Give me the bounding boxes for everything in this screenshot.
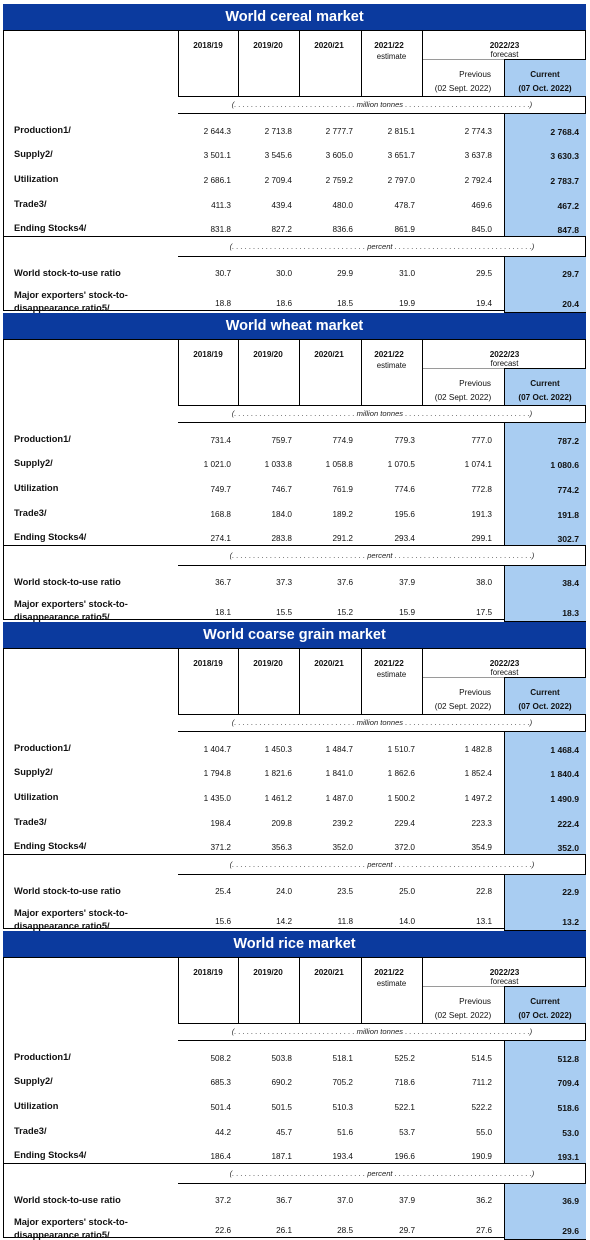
- cell: 191.3: [471, 510, 492, 519]
- row-divider: [504, 986, 586, 987]
- market-section: [3, 313, 586, 620]
- cell: 29.9: [337, 269, 353, 278]
- cell: 29.5: [476, 269, 492, 278]
- cell: 478.7: [394, 201, 415, 210]
- row-divider: [178, 422, 586, 423]
- cell: 2 777.7: [325, 127, 353, 136]
- year-header: 2019/20: [253, 350, 283, 359]
- previous-header: Previous: [459, 688, 491, 697]
- cell: 44.2: [215, 1128, 231, 1137]
- cell: 827.2: [271, 225, 292, 234]
- cell: 480.0: [332, 201, 353, 210]
- cell: 514.5: [471, 1054, 492, 1063]
- cell-current: 467.2: [557, 201, 579, 211]
- label-ending-stocks: Ending Stocks4/: [14, 841, 87, 851]
- row-divider: [178, 96, 586, 97]
- cell: 37.9: [399, 1196, 415, 1205]
- cell: 37.3: [276, 578, 292, 587]
- cell: 2 792.4: [464, 176, 492, 185]
- market-table: [3, 30, 586, 311]
- label-major-exporters-cont: disappearance ratio5/: [14, 1230, 110, 1240]
- cell: 28.5: [337, 1226, 353, 1235]
- cell: 2 759.2: [325, 176, 353, 185]
- cell: 25.4: [215, 887, 231, 896]
- cell: 15.5: [276, 608, 292, 617]
- row-divider: [423, 59, 504, 60]
- cell: 1 435.0: [203, 794, 231, 803]
- market-table: [3, 648, 586, 929]
- units-tonnes: (. . . . . . . . . . . . . . . . . . . . . . . . . . . . . million tonnes . . . . . . . . . . . . . . . . . . . . . . . . . . . . . .): [231, 100, 533, 109]
- label-major-exporters-cont: disappearance ratio5/: [14, 303, 110, 313]
- cell: 37.6: [337, 578, 353, 587]
- units-tonnes: (. . . . . . . . . . . . . . . . . . . . . . . . . . . . . million tonnes . . . . . . . . . . . . . . . . . . . . . . . . . . . . . .): [231, 409, 533, 418]
- cell: 759.7: [271, 436, 292, 445]
- cell: 746.7: [271, 485, 292, 494]
- cell: 510.3: [332, 1103, 353, 1112]
- cell: 777.0: [471, 436, 492, 445]
- label-production: Production1/: [14, 743, 71, 753]
- cell: 1 074.1: [464, 460, 492, 469]
- cell: 19.4: [476, 299, 492, 308]
- label-production: Production1/: [14, 125, 71, 135]
- previous-date: (02 Sept. 2022): [434, 1011, 492, 1020]
- cell: 1 510.7: [387, 745, 415, 754]
- forecast-note: forecast: [490, 359, 519, 368]
- column-divider: [504, 1041, 505, 1163]
- current-header: Current: [530, 70, 560, 79]
- label-ending-stocks: Ending Stocks4/: [14, 223, 87, 233]
- year-header: 2019/20: [253, 968, 283, 977]
- row-divider: [178, 731, 586, 732]
- section-divider: [4, 236, 585, 237]
- current-date: (07 Oct. 2022): [518, 702, 572, 711]
- cell: 711.2: [472, 1078, 492, 1087]
- cell: 705.2: [332, 1078, 353, 1087]
- current-header: Current: [530, 379, 560, 388]
- cell: 1 484.7: [325, 745, 353, 754]
- year-header: 2018/19: [193, 968, 223, 977]
- label-trade: Trade3/: [14, 508, 47, 518]
- market-section: [3, 622, 586, 929]
- cell-current: 18.3: [562, 608, 579, 618]
- column-divider: [504, 1184, 505, 1239]
- label-major-exporters: Major exporters' stock-to-: [14, 1217, 128, 1227]
- previous-date: (02 Sept. 2022): [434, 393, 492, 402]
- row-divider: [178, 113, 586, 114]
- units-percent: (. . . . . . . . . . . . . . . . . . . . . . . . . . . . . . . . percent . . . . . . . . . . . . . . . . . . . . . . . . . . . . . . . . .): [229, 860, 535, 869]
- cell: 209.8: [271, 819, 292, 828]
- cell-current: 302.7: [557, 534, 579, 544]
- cell: 223.3: [471, 819, 492, 828]
- cell: 352.0: [332, 843, 353, 852]
- market-title: World wheat market: [3, 313, 586, 339]
- cell: 195.6: [394, 510, 415, 519]
- row-divider: [178, 256, 586, 257]
- cell: 1 487.0: [325, 794, 353, 803]
- units-percent: (. . . . . . . . . . . . . . . . . . . . . . . . . . . . . . . . percent . . . . . . . . . . . . . . . . . . . . . . . . . . . . . . . . .): [229, 1169, 535, 1178]
- cell: 18.5: [337, 299, 353, 308]
- cell: 3 501.1: [203, 151, 231, 160]
- cell-current: 2 768.4: [550, 127, 579, 137]
- cell-current: 53.0: [562, 1128, 579, 1138]
- row-divider: [504, 368, 586, 369]
- cell: 371.2: [210, 843, 231, 852]
- current-header: Current: [530, 997, 560, 1006]
- cell: 1 070.5: [387, 460, 415, 469]
- year-header: 2021/22: [374, 659, 404, 668]
- cell: 501.5: [271, 1103, 292, 1112]
- cell: 30.0: [276, 269, 292, 278]
- cell: 1 794.8: [203, 769, 231, 778]
- label-ending-stocks: Ending Stocks4/: [14, 532, 87, 542]
- cell: 26.1: [276, 1226, 292, 1235]
- cell: 2 709.4: [264, 176, 292, 185]
- label-major-exporters: Major exporters' stock-to-: [14, 599, 128, 609]
- section-divider: [4, 545, 585, 546]
- cell: 190.9: [471, 1152, 492, 1161]
- row-divider: [423, 986, 504, 987]
- forecast-note: forecast: [490, 977, 519, 986]
- cell: 372.0: [394, 843, 415, 852]
- previous-date: (02 Sept. 2022): [434, 702, 492, 711]
- cell: 356.3: [271, 843, 292, 852]
- cell: 503.8: [271, 1054, 292, 1063]
- cell: 30.7: [215, 269, 231, 278]
- cell-current: 20.4: [562, 299, 579, 309]
- cell: 831.8: [210, 225, 231, 234]
- row-divider: [178, 405, 586, 406]
- label-trade: Trade3/: [14, 199, 47, 209]
- year-header: 2020/21: [314, 350, 344, 359]
- cell: 690.2: [271, 1078, 292, 1087]
- previous-header: Previous: [459, 997, 491, 1006]
- cell: 22.8: [476, 887, 492, 896]
- row-divider: [178, 714, 586, 715]
- cell: 2 713.8: [264, 127, 292, 136]
- cell-current: 1 468.4: [550, 745, 579, 755]
- market-table: [3, 957, 586, 1238]
- cell: 2 797.0: [387, 176, 415, 185]
- cell: 501.4: [210, 1103, 231, 1112]
- cell: 51.6: [337, 1128, 353, 1137]
- cell: 18.1: [215, 608, 231, 617]
- cell: 291.2: [332, 534, 353, 543]
- cell-current: 22.9: [562, 887, 579, 897]
- year-header: 2018/19: [193, 659, 223, 668]
- cell-current: 13.2: [562, 917, 579, 927]
- cell: 15.6: [215, 917, 231, 926]
- cell: 2 774.3: [464, 127, 492, 136]
- cell: 36.2: [476, 1196, 492, 1205]
- cell: 508.2: [210, 1054, 231, 1063]
- cell: 836.6: [332, 225, 353, 234]
- market-title: World coarse grain market: [3, 622, 586, 648]
- cell: 186.4: [210, 1152, 231, 1161]
- year-header: 2019/20: [253, 41, 283, 50]
- estimate-note: estimate: [376, 979, 407, 988]
- label-utilization: Utilization: [14, 1101, 59, 1111]
- year-header: 2020/21: [314, 968, 344, 977]
- row-divider: [178, 1183, 586, 1184]
- year-header: 2021/22: [374, 41, 404, 50]
- cell-current: 787.2: [557, 436, 579, 446]
- estimate-note: estimate: [376, 52, 407, 61]
- column-divider: [504, 114, 505, 236]
- cell: 3 545.6: [264, 151, 292, 160]
- label-stock-to-use: World stock-to-use ratio: [14, 886, 121, 896]
- cell: 522.1: [394, 1103, 415, 1112]
- label-supply: Supply2/: [14, 1076, 53, 1086]
- cell-current: 709.4: [557, 1078, 579, 1088]
- cell: 774.9: [332, 436, 353, 445]
- cell: 293.4: [394, 534, 415, 543]
- label-trade: Trade3/: [14, 817, 47, 827]
- cell: 189.2: [332, 510, 353, 519]
- cell: 55.0: [476, 1128, 492, 1137]
- cell: 1 021.0: [203, 460, 231, 469]
- cell: 196.6: [394, 1152, 415, 1161]
- label-stock-to-use: World stock-to-use ratio: [14, 577, 121, 587]
- year-header: 2020/21: [314, 41, 344, 50]
- column-divider: [504, 257, 505, 312]
- label-utilization: Utilization: [14, 174, 59, 184]
- cell: 24.0: [276, 887, 292, 896]
- forecast-year-header: 2022/23: [489, 968, 520, 977]
- label-production: Production1/: [14, 1052, 71, 1062]
- label-ending-stocks: Ending Stocks4/: [14, 1150, 87, 1160]
- cell-current: 1 490.9: [550, 794, 579, 804]
- cell-current: 29.7: [562, 269, 579, 279]
- label-trade: Trade3/: [14, 1126, 47, 1136]
- cell-current: 352.0: [557, 843, 579, 853]
- label-stock-to-use: World stock-to-use ratio: [14, 1195, 121, 1205]
- cell: 1 841.0: [325, 769, 353, 778]
- row-divider: [504, 677, 586, 678]
- cell: 525.2: [394, 1054, 415, 1063]
- forecast-year-header: 2022/23: [489, 659, 520, 668]
- year-header: 2020/21: [314, 659, 344, 668]
- label-major-exporters-cont: disappearance ratio5/: [14, 612, 110, 622]
- cell: 2 815.1: [387, 127, 415, 136]
- market-title: World cereal market: [3, 4, 586, 30]
- estimate-note: estimate: [376, 670, 407, 679]
- row-divider: [423, 368, 504, 369]
- cell: 198.4: [210, 819, 231, 828]
- forecast-year-header: 2022/23: [489, 41, 520, 50]
- cell: 27.6: [476, 1226, 492, 1235]
- market-title: World rice market: [3, 931, 586, 957]
- cell: 845.0: [471, 225, 492, 234]
- cell: 15.2: [337, 608, 353, 617]
- cell: 1 058.8: [325, 460, 353, 469]
- section-divider: [4, 1163, 585, 1164]
- cell: 1 450.3: [264, 745, 292, 754]
- cell: 3 605.0: [325, 151, 353, 160]
- cell: 1 482.8: [464, 745, 492, 754]
- column-divider: [504, 566, 505, 621]
- cell: 193.4: [332, 1152, 353, 1161]
- cell: 3 637.8: [464, 151, 492, 160]
- cell: 37.2: [215, 1196, 231, 1205]
- cell: 2 644.3: [203, 127, 231, 136]
- current-date: (07 Oct. 2022): [518, 84, 572, 93]
- cell: 1 033.8: [264, 460, 292, 469]
- label-supply: Supply2/: [14, 767, 53, 777]
- row-divider: [178, 1040, 586, 1041]
- year-header: 2019/20: [253, 659, 283, 668]
- current-date: (07 Oct. 2022): [518, 1011, 572, 1020]
- cell: 718.6: [394, 1078, 415, 1087]
- cell: 187.1: [271, 1152, 292, 1161]
- label-stock-to-use: World stock-to-use ratio: [14, 268, 121, 278]
- cell: 3 651.7: [387, 151, 415, 160]
- cell: 469.6: [471, 201, 492, 210]
- cell: 18.8: [215, 299, 231, 308]
- units-percent: (. . . . . . . . . . . . . . . . . . . . . . . . . . . . . . . . percent . . . . . . . . . . . . . . . . . . . . . . . . . . . . . . . . .): [229, 551, 535, 560]
- cell-current: 29.6: [562, 1226, 579, 1236]
- cell-current: 3 630.3: [550, 151, 579, 161]
- units-tonnes: (. . . . . . . . . . . . . . . . . . . . . . . . . . . . . million tonnes . . . . . . . . . . . . . . . . . . . . . . . . . . . . . .): [231, 718, 533, 727]
- year-header: 2018/19: [193, 350, 223, 359]
- cell: 36.7: [276, 1196, 292, 1205]
- label-utilization: Utilization: [14, 792, 59, 802]
- previous-date: (02 Sept. 2022): [434, 84, 492, 93]
- cell: 14.2: [276, 917, 292, 926]
- column-divider: [504, 875, 505, 930]
- cell-current: 518.6: [557, 1103, 579, 1113]
- cell: 36.7: [215, 578, 231, 587]
- cell: 19.9: [399, 299, 415, 308]
- year-header: 2021/22: [374, 968, 404, 977]
- label-supply: Supply2/: [14, 149, 53, 159]
- cell: 17.5: [476, 608, 492, 617]
- forecast-note: forecast: [490, 50, 519, 59]
- cell: 411.3: [211, 201, 231, 210]
- cell-current: 847.8: [557, 225, 579, 235]
- cell: 354.9: [471, 843, 492, 852]
- cell-current: 222.4: [557, 819, 579, 829]
- column-divider: [504, 732, 505, 854]
- units-tonnes: (. . . . . . . . . . . . . . . . . . . . . . . . . . . . . million tonnes . . . . . . . . . . . . . . . . . . . . . . . . . . . . . .): [231, 1027, 533, 1036]
- cell: 1 852.4: [464, 769, 492, 778]
- cell-current: 2 783.7: [550, 176, 579, 186]
- market-section: [3, 931, 586, 1238]
- cell: 11.8: [337, 917, 353, 926]
- cell: 779.3: [394, 436, 415, 445]
- cell: 38.0: [476, 578, 492, 587]
- cell: 25.0: [399, 887, 415, 896]
- current-date: (07 Oct. 2022): [518, 393, 572, 402]
- section-divider: [4, 854, 585, 855]
- cell: 1 497.2: [464, 794, 492, 803]
- cell: 37.0: [337, 1196, 353, 1205]
- cell: 274.1: [210, 534, 231, 543]
- label-major-exporters: Major exporters' stock-to-: [14, 908, 128, 918]
- forecast-year-header: 2022/23: [489, 350, 520, 359]
- cell-current: 512.8: [557, 1054, 579, 1064]
- cell: 184.0: [271, 510, 292, 519]
- label-production: Production1/: [14, 434, 71, 444]
- cell: 299.1: [471, 534, 492, 543]
- market-section: [3, 4, 586, 311]
- cell: 283.8: [271, 534, 292, 543]
- cell: 31.0: [399, 269, 415, 278]
- previous-header: Previous: [459, 379, 491, 388]
- cell: 53.7: [399, 1128, 415, 1137]
- forecast-note: forecast: [490, 668, 519, 677]
- row-divider: [178, 565, 586, 566]
- cell: 239.2: [332, 819, 353, 828]
- cell: 23.5: [337, 887, 353, 896]
- cell: 731.4: [210, 436, 231, 445]
- cell: 1 404.7: [203, 745, 231, 754]
- cell: 229.4: [394, 819, 415, 828]
- cell-current: 38.4: [562, 578, 579, 588]
- label-major-exporters-cont: disappearance ratio5/: [14, 921, 110, 931]
- cell-current: 774.2: [557, 485, 579, 495]
- year-header: 2021/22: [374, 350, 404, 359]
- current-header: Current: [530, 688, 560, 697]
- cell: 774.6: [394, 485, 415, 494]
- cell: 18.6: [276, 299, 292, 308]
- cell: 1 461.2: [264, 794, 292, 803]
- year-header: 2018/19: [193, 41, 223, 50]
- cell: 29.7: [399, 1226, 415, 1235]
- column-divider: [504, 423, 505, 545]
- cell-current: 36.9: [562, 1196, 579, 1206]
- cell: 749.7: [210, 485, 231, 494]
- previous-header: Previous: [459, 70, 491, 79]
- cell: 45.7: [276, 1128, 292, 1137]
- cell-current: 193.1: [557, 1152, 579, 1162]
- cell: 1 862.6: [387, 769, 415, 778]
- label-utilization: Utilization: [14, 483, 59, 493]
- cell: 2 686.1: [203, 176, 231, 185]
- cell: 22.6: [215, 1226, 231, 1235]
- row-divider: [178, 874, 586, 875]
- cell: 761.9: [332, 485, 353, 494]
- cell: 685.3: [210, 1078, 231, 1087]
- row-divider: [423, 677, 504, 678]
- label-major-exporters: Major exporters' stock-to-: [14, 290, 128, 300]
- units-percent: (. . . . . . . . . . . . . . . . . . . . . . . . . . . . . . . . percent . . . . . . . . . . . . . . . . . . . . . . . . . . . . . . . . .): [229, 242, 535, 251]
- cell: 1 500.2: [387, 794, 415, 803]
- cell: 37.9: [399, 578, 415, 587]
- row-divider: [504, 59, 586, 60]
- cell: 15.9: [399, 608, 415, 617]
- row-divider: [178, 1023, 586, 1024]
- cell: 518.1: [332, 1054, 353, 1063]
- cell: 168.8: [210, 510, 231, 519]
- cell: 14.0: [399, 917, 415, 926]
- estimate-note: estimate: [376, 361, 407, 370]
- cell-current: 1 840.4: [550, 769, 579, 779]
- market-table: [3, 339, 586, 620]
- cell-current: 191.8: [557, 510, 579, 520]
- cell: 13.1: [476, 917, 492, 926]
- label-supply: Supply2/: [14, 458, 53, 468]
- cell: 861.9: [394, 225, 415, 234]
- cell: 1 821.6: [264, 769, 292, 778]
- cell: 772.8: [471, 485, 492, 494]
- cell-current: 1 080.6: [550, 460, 579, 470]
- cell: 439.4: [271, 201, 292, 210]
- cell: 522.2: [471, 1103, 492, 1112]
